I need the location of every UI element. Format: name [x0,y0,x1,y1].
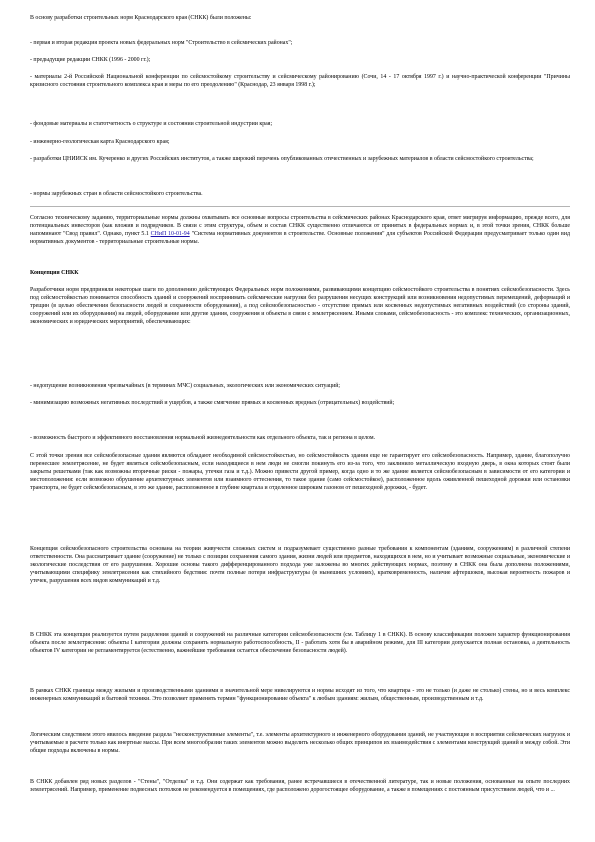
divider [30,206,570,207]
concept-paragraph: - возможность быстрого и эффективного восстановления нормальной жизнедеятельности как отдельного объекта, так и региона в целом. [30,435,376,441]
concept-paragraph: В рамках СНКК границы между жилыми и производственными зданиями в значительной мере нивелируются и нормы исходят из того, что квартира - это не только (и даже не столько) стены, но и весь комплекс инженерных коммуникаций и бытовой техники. Это позволяет применять термин "функционирование объекта" к любым зданиям: жилым, общественным, производственным и т.д. [30,688,570,703]
concept-paragraph: Концепция сейсмобезопасного строительства основана на теории живучести сложных систем и подразумевает существенно разные требования к компонентам (зданиям, сооружениям) в различной степени ответственности. Она рассматривает здание (сооружение) не только с позиции сохранения самого здания, жизни людей или предметов, находящихся в нем, но и учитывает возможные социальные, экономические и экологические последствия от его разрушения. Хорошие основы такого дифференцированного подхода уже заложены во многих действующих нормах, поэтому в СНКК она была дополнена положениями, учитывающими специфику землетрясения как стихийного бедствия: почти полные потери инфраструктуры (в нынешних условиях), кратковременность, наличие афтершоков, высокая вероятность пожаров и утечек, разрушения всех видов коммуникаций и т.д. [30,546,570,585]
basis-item: - фондовые материалы и статотчетность о структуре и состоянии строительной индустрии края; [30,121,273,127]
legal-basis-paragraph [30,214,570,246]
concept-paragraph: - минимизацию возможных негативных последствий и ущербов, а также смягчение прямых и косвенных вредных (отрицательных) воздействий; [30,400,395,406]
legal-text-end: "Система нормативных документов в строительстве. Основные положения" для субъектов Российской Федерации предусматривает только один вид нормативных документов - территориальные строительные нормы. [30,231,570,246]
basis-item: - первая и вторая редакция проекта новых федеральных норм "Строительство в сейсмических районах"; [30,40,293,46]
concept-paragraph: С этой точки зрения все сейсмобезопасные здания являются обладают необходимой сейсмостойкостью, но сейсмостойкость здания еще не гарантирует его сейсмобезопасность. Например, здание, благополучно перенесшее землетрясение, не будет являться сейсмобезопасным, если находящиеся в нем люди не смогли покинуть его из-за того, что заклинило металлическую входную дверь, в окна которых стоят были закрыты решетками (так как возможны вторичные риски - пожары, утечки газа и т.д.). Можно привести другой пример, когда одно и то же здание является сейсмобезопасным в зависимости от его категории и местоположения: если возможно обрушение архитектурных элементов или взаимного оттеснения, то такое здание (само сейсмостойкое), расположенное вдоль оживленной пешеходной дорожки или остановки транспорта, не будет сейсмобезопасным, в это же здание, расположенное в глубине квартала и отделенное широким газоном от пешеходной дорожки, - будет. [30,453,570,492]
basis-item: - предыдущие редакции СНКК (1996 - 2000 гг.); [30,57,151,63]
basis-item: - разработки ЦНИИСК им. Кучеренко и других Российских институтов, а также широкий перечень опубликованных отечественных и зарубежных материалов в области сейсмостойкого строительства; [30,156,534,162]
concept-paragraph: Логическим следствием этого явилось введение раздела "несконструктивные элементы", т.е. элементы архитектурного и инженерного оборудования зданий, не участвующие в восприятии сейсмических нагрузок и учитываемые в расчете только как инертные массы. При всем многообразии таких элементов можно выделить несколько общих принципов их взаимодействия с элементами конструкций зданий и между собой. Эти общие подходы включены в нормы. [30,732,570,755]
legal-text-start: Согласно техническому заданию, территориальные нормы должны охватывать все основные вопросы строительства в сейсмических районах Краснодарского края, ответ мигрируя информацию, прежде всего, для потенциальных инвесторов (как вложив и подрядчиков. В связи с этим структура, объем и состав СНКК существенно отличаются от принятых в федеральных нормах и, в этой точки зрения, СНКК больше напоминают "Свод правил". Однако, пункт 5.1 [30,215,570,238]
intro-paragraph: В основу разработки строительных норм Краснодарского края (СНКК) были положены: [30,15,252,21]
concept-paragraph: Разработчики норм предприняли некоторые шаги по дополнению действующих Федеральных норм положениями, развивающими концепцию сейсмостойкого строительства в понятиях сейсмобезопасности. Здесь под сейсмостойкостью понимается способность зданий и сооружений воспринимать сейсмические нагрузки без разрушения несущих конструкций или возникновения недопустимых перемещений, деформаций и трещин (в целью обеспечения безопасности людей и сохранности оборудования), а под сейсмобезопасностью - отсутствие прямых или косвенных недопустимых негативных воздействий (со стороны зданий, сооружений или их оборудования) на людей, оборудование или другие здания, сооружения и объекты в связи с землетрясением. Иными словами, сейсмобезопасность - это комплекс технических, организационных, экономических и юридических мероприятий, обеспечивающих: [30,287,570,326]
concept-paragraph: В СНКК эта концепция реализуется путем разделения зданий и сооружений на различные категории сейсмобезопасности (см. Таблицу 1 в СНКК). В основу классификации положен характер функционирования объекта после землетрясения: объекты I категории должны сохранять нормальную работоспособность, II - работать хотя бы в аварийном режиме, для III категории допускается полная остановка, а деятельность объектов IV категории не регламентируется (естественно, важнейшие требования остается обеспечение безопасности людей). [30,632,570,655]
section-heading: Концепция СНКК [30,270,79,276]
basis-item: - материалы 2-й Российской Национальной конференции по сейсмостойкому строительству и сейсмическому районированию (Сочи, 14 - 17 октября 1997 г.) и научно-практической конференции "Причины кризисного состояния строительного комплекса края и меры по его преодолению" (Краснодар, 23 января 1998 г.); [30,74,570,89]
concept-paragraph: - недопущение возникновения чрезвычайных (в терминах МЧС) социальных, экологических или экономических ситуаций; [30,383,341,389]
basis-item: - нормы зарубежных стран в области сейсмостойкого строительства. [30,191,203,197]
basis-item: - инженерно-геологическая карта Краснодарского края; [30,139,170,145]
concept-paragraph: В СНКК добавлен ряд новых разделов - "Стены", "Отделка" и т.д. Они содержат как требования, ранее встречавшиеся в отечественной литературе, так и новые положения, основанные на опыте последних землетрясений. Например, применение подвесных потолков не рекомендуется в помещениях, где расположено дорогостоящее оборудование, а также в помещениях с постоянным присутствием людей, что и ... [30,779,570,794]
snip-10-01-94-link[interactable]: СНиП 10-01-94 [150,231,190,238]
